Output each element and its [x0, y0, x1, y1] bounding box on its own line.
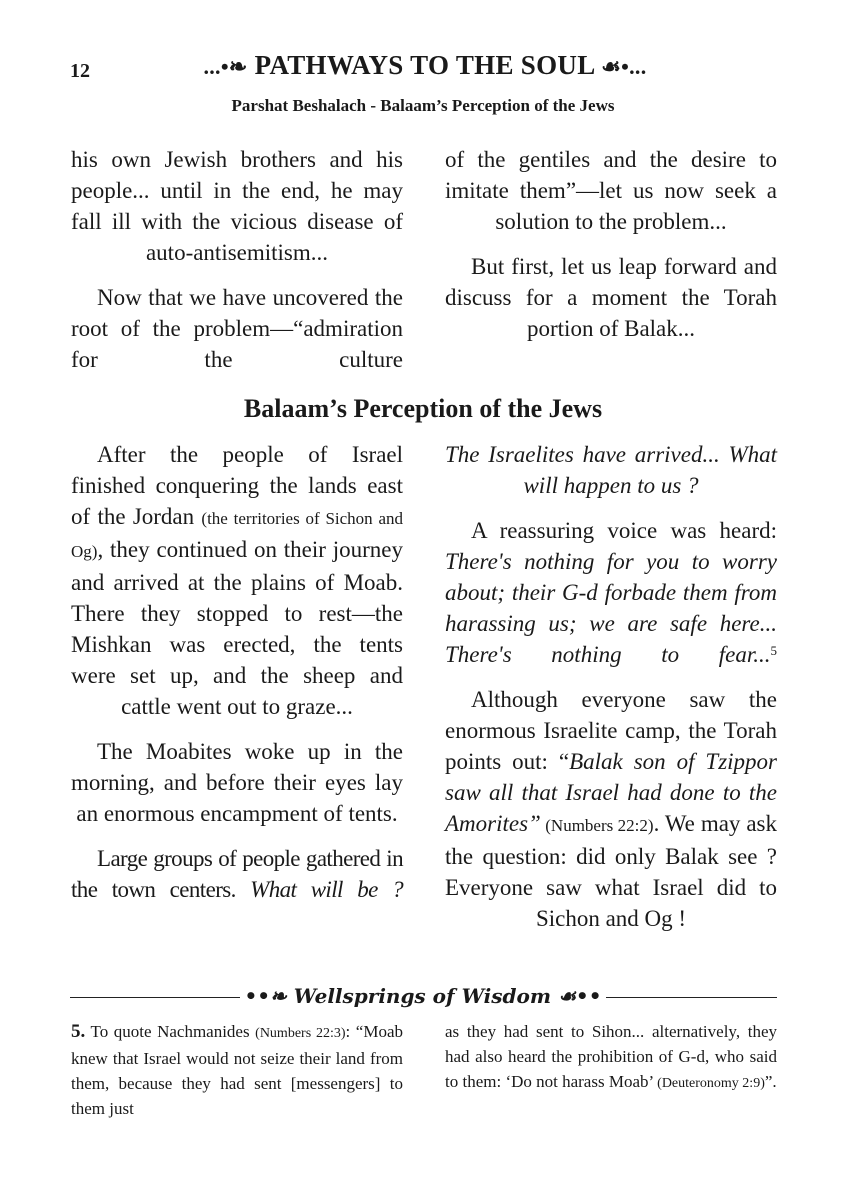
footnote-left — [71, 1019, 403, 1121]
text: To quote Nachmanides — [85, 1022, 256, 1041]
italic-text: There's nothing for you to worry about; their G-d forbade them from harassing us; we are safe here... There's nothing to fear... — [445, 549, 777, 667]
text: Although everyone saw the enormous Israelite camp, the Torah points out: “ — [445, 687, 777, 774]
text: , they continued on their journey and arrived at the plains of Moab. There they stopped to rest—the Mishkan was erected, the tents were set up, and the sheep and cattle went out to graze... — [71, 537, 403, 719]
section-left-column — [71, 439, 403, 919]
italic-text: What will be ? — [250, 877, 403, 902]
footnote-ref[interactable]: 5 — [770, 643, 777, 658]
parenthetical: (the territories of Sichon and Og) — [71, 509, 403, 561]
paragraph: of the gentiles and the desire to imitate them”—let us now seek a solution to the problem... — [445, 147, 777, 234]
paragraph — [71, 843, 403, 905]
italic-text: Balak son of Tzippor saw all that Israel had done to the Amorites” — [445, 749, 777, 836]
text: : “Moab knew that Israel would not seize their land from them, because they had sent [messengers] to them just — [71, 1022, 403, 1118]
text: After the people of Israel finished conquering the lands east of the Jordan — [71, 442, 403, 529]
top-left-column — [71, 144, 403, 389]
paragraph: The Israelites have arrived... What will happen to us ? — [445, 442, 777, 498]
text: as they had sent to Sihon... alternatively, they had also heard the prohibition of G-d, who said to them: ‘Do not harass Moab’ — [445, 1022, 777, 1091]
paragraph: The Moabites woke up in the morning, and before their eyes lay an enormous encampment of tents. — [71, 739, 403, 826]
top-right-column — [445, 144, 777, 358]
parenthetical: (Numbers 22:2) — [540, 816, 654, 835]
section-right-column — [445, 439, 777, 948]
paragraph — [445, 515, 777, 670]
text: . We may ask the question: did only Balak see ? Everyone saw what Israel did to Sichon and Og ! — [445, 811, 777, 931]
page-number: 12 — [70, 60, 90, 82]
paragraph: his own Jewish brothers and his people... until in the end, he may fall ill with the vicious disease of auto-antisemitism... — [71, 147, 403, 265]
text: A reassuring voice was heard: — [471, 518, 777, 543]
parenthetical: (Numbers 22:3) — [255, 1026, 346, 1041]
ornament-left-icon: ••❧ — [244, 984, 287, 1008]
section-heading: Balaam’s Perception of the Jews — [243, 394, 603, 423]
ornament-right-icon: ☙•... — [601, 54, 647, 79]
paragraph: But first, let us leap forward and discuss for a moment the Torah portion of Balak... — [445, 254, 777, 341]
footnote-number: 5. — [71, 1021, 86, 1042]
text: Large groups of people gathered in the town centers. — [71, 846, 403, 902]
footer-title-text: Wellsprings of Wisdom — [293, 984, 552, 1008]
paragraph — [445, 684, 777, 934]
text: ”. — [764, 1072, 777, 1091]
ornament-left-icon: ...•❧ — [203, 54, 248, 79]
running-title-text: PATHWAYS TO THE SOUL — [254, 50, 595, 80]
ornament-right-icon: ☙•• — [558, 984, 602, 1008]
paragraph: Now that we have uncovered the root of the problem—“admiration for the culture — [71, 285, 403, 372]
paragraph — [71, 439, 403, 722]
chapter-subtitle: Parshat Beshalach - Balaam’s Perception of the Jews — [231, 96, 615, 115]
footer-title — [0, 984, 846, 1008]
parenthetical: (Deuteronomy 2:9) — [657, 1076, 765, 1091]
running-title — [130, 50, 720, 81]
footnote-right — [445, 1019, 777, 1096]
